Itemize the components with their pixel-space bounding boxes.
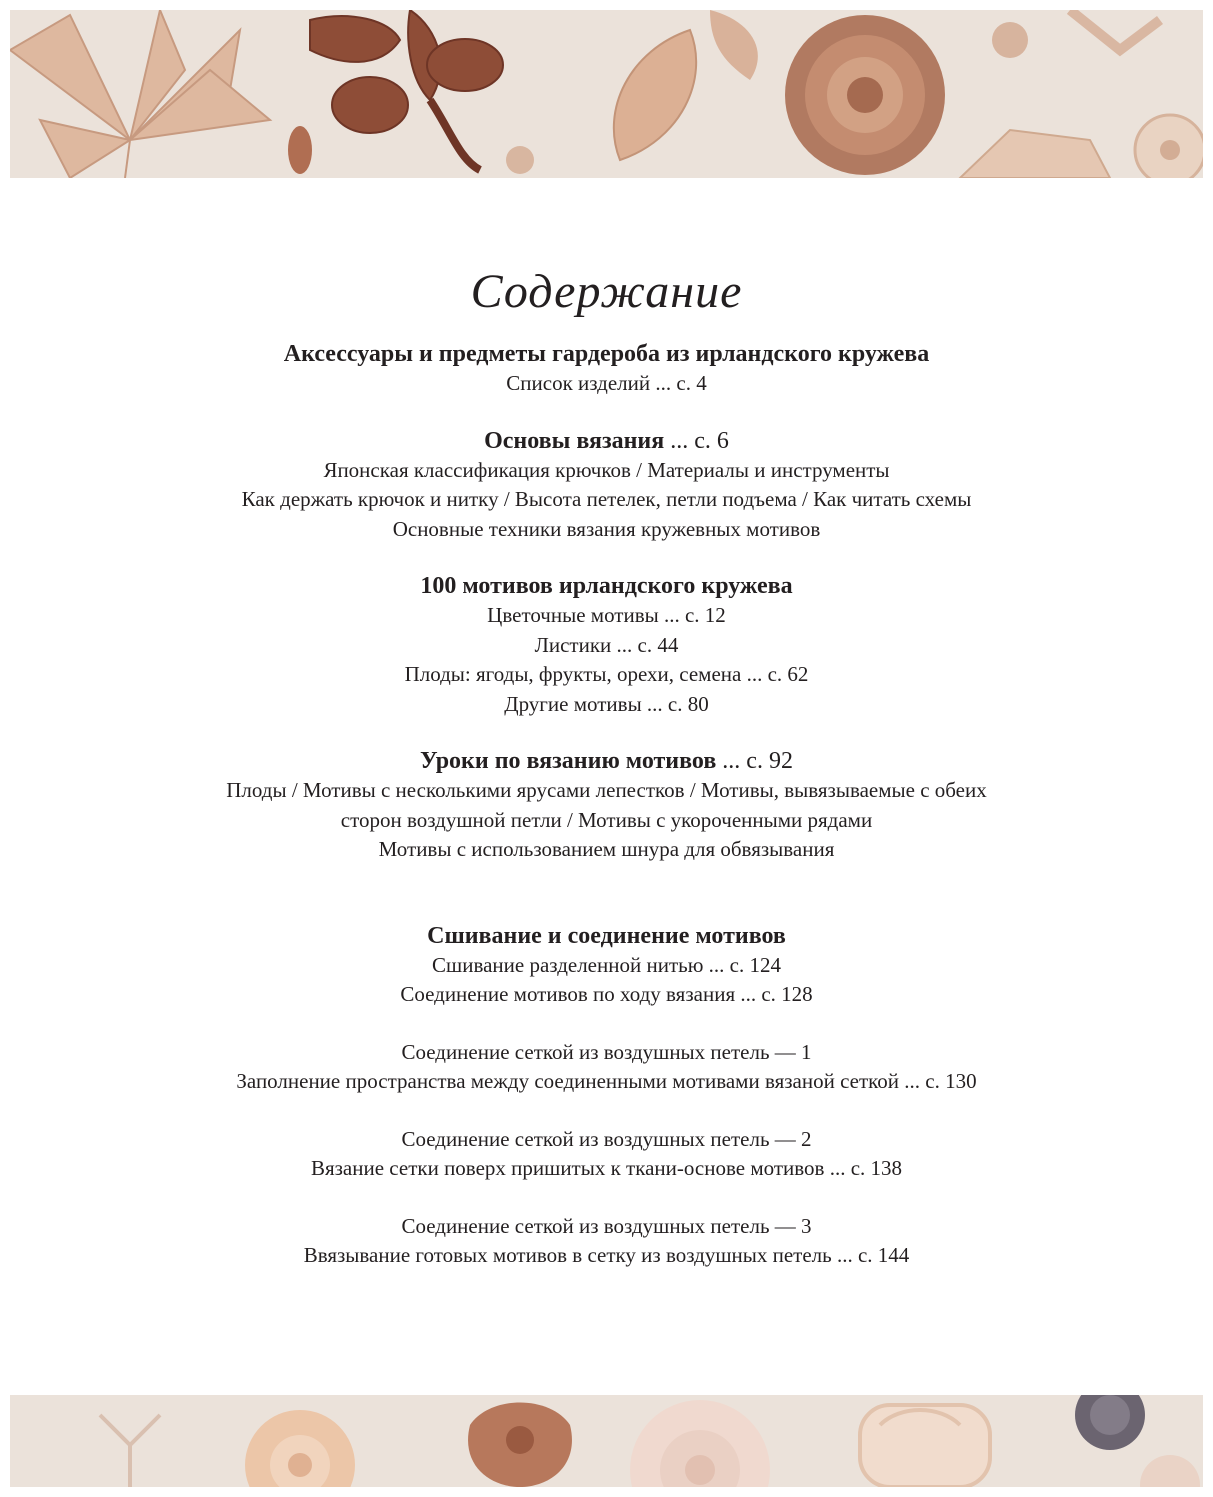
section-heading [0,427,1213,456]
bottom-lace-banner-image [10,1395,1203,1487]
page-title: Содержание [470,265,743,318]
table-of-contents [0,262,1213,1271]
toc-entry: Заполнение пространства между соединенными мотивами вязаной сеткой ... с. 130 [236,1069,977,1093]
section-heading [0,572,1213,601]
toc-entry: Как держать крючок и нитку / Высота петелек, петли подъема / Как читать схемы [241,487,972,511]
toc-section-accessories [0,340,1213,399]
toc-entry: Японская классификация крючков / Материалы и инструменты [323,457,890,482]
toc-entry: Мотивы с использованием шнура для обвязывания [378,837,835,861]
page-ref: ... с. 92 [716,748,793,774]
toc-entry: Соединение мотивов по ходу вязания ... с. 128 [400,982,813,1006]
lace-motifs-illustration [10,1395,1203,1487]
section-heading [0,747,1213,776]
section-heading-text: 100 мотивов ирландского кружева [420,573,793,599]
toc-entry: Соединение сеткой из воздушных петель — 1 [401,1039,812,1064]
toc-entry: Цветочные мотивы ... с. 12 [487,603,726,627]
toc-section-lessons [0,747,1213,865]
section-heading [0,340,1213,369]
section-heading-text: Аксессуары и предметы гардероба из ирландского кружева [283,341,930,367]
toc-entry: Список изделий ... с. 4 [506,371,707,395]
toc-entry: Другие мотивы ... с. 80 [504,691,709,716]
toc-entry: Листики ... с. 44 [534,632,679,657]
toc-entry: Ввязывание готовых мотивов в сетку из воздушных петель ... с. 144 [303,1243,910,1267]
section-heading-text: Основы вязания [484,427,665,454]
toc-entry: Сшивание разделенной нитью ... с. 124 [432,952,781,977]
lace-motifs-illustration [10,10,1203,178]
toc-section-joining [0,922,1213,1271]
toc-entry: Соединение сеткой из воздушных петель — 2 [401,1126,812,1151]
top-lace-banner-image [10,10,1203,178]
toc-section-motifs [0,572,1213,719]
section-heading [0,922,1213,951]
section-heading-text: Сшивание и соединение мотивов [427,922,786,949]
toc-entry: Плоды / Мотивы с несколькими ярусами лепестков / Мотивы, вывязываемые с обеих [226,778,987,802]
toc-entry: Соединение сеткой из воздушных петель — 3 [401,1213,812,1238]
toc-entry: сторон воздушной петли / Мотивы с укороченными рядами [340,807,873,832]
page-ref: ... с. 6 [664,427,729,454]
toc-section-basics [0,427,1213,545]
toc-entry: Плоды: ягоды, фрукты, орехи, семена ... с. 62 [404,662,809,686]
toc-entry: Основные техники вязания кружевных мотивов [392,516,821,541]
section-heading-text: Уроки по вязанию мотивов [420,748,717,774]
toc-entry: Вязание сетки поверх пришитых к ткани-основе мотивов ... с. 138 [310,1156,903,1180]
